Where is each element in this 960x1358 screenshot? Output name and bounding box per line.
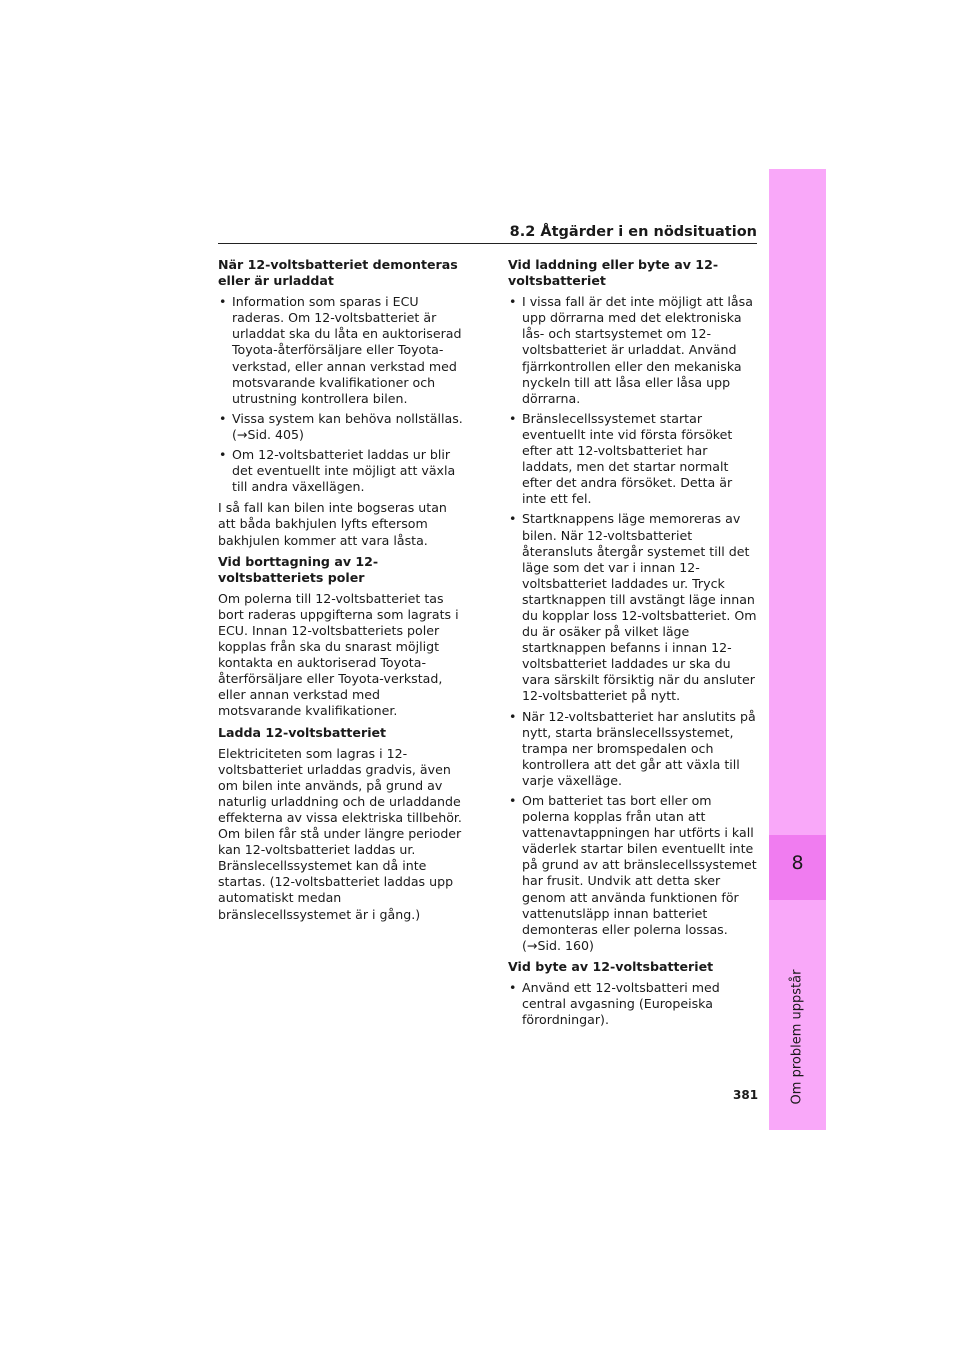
list-item: • När 12-voltsbatteriet har anslutits på nytt, starta bränslecellssystemet, trampa ner bromspedalen och kontrollera att det går att växla till varje växelläge. bbox=[508, 709, 758, 789]
list-item: • Om batteriet tas bort eller om polerna kopplas från utan att vattenavtappningen har utförts i kall väderlek startar bilen eventuellt inte på grund av att bränslecellssystemet har frusit. Undvik att detta sker genom att använda funktionen för vattenutsläpp innan batteriet demonteras eller polerna lossas. (→Sid. 160) bbox=[508, 793, 758, 954]
chapter-number: 8 bbox=[791, 852, 804, 874]
heading-battery-removed: När 12-voltsbatteriet demonteras eller är urladdat bbox=[218, 257, 458, 289]
heading-terminal-removal: Vid borttagning av 12-voltsbatteriets poler bbox=[218, 553, 379, 585]
right-column bbox=[508, 257, 758, 1033]
paragraph: Om polerna till 12-voltsbatteriet tas bort raderas uppgifterna som lagrats i ECU. Innan 12-voltsbatteriets poler kopplas från ska du snarast möjligt kontakta en auktoriserad Toyota-återförsäljare eller Toyota-verkstad, eller annan verkstad med motsvarande kvalifikationer. bbox=[218, 590, 459, 719]
section-title: 8.2 Åtgärder i en nödsituation bbox=[509, 224, 757, 240]
bullet-list bbox=[508, 294, 758, 954]
heading-charge-battery: Ladda 12-voltsbatteriet bbox=[218, 724, 387, 740]
heading-charging-or-replacing: Vid laddning eller byte av 12-voltsbatteriet bbox=[508, 257, 719, 289]
heading-replacing-battery: Vid byte av 12-voltsbatteriet bbox=[508, 958, 714, 974]
list-item: • Information som sparas i ECU raderas. Om 12-voltsbatteriet är urladdat ska du låta en auktoriserad Toyota-återförsäljare eller Toyota-verkstad, eller annan verkstad med motsvarande kvalifikationer och utrustning kontrollera bilen. bbox=[218, 294, 466, 407]
list-item: • Vissa system kan behöva nollställas. (→Sid. 405) bbox=[218, 411, 466, 443]
list-item: • Startknappens läge memoreras av bilen. När 12-voltsbatteriet återansluts återgår systemet till det läge som det var i innan 12-voltsbatteriet laddades ur. Tryck startknappen till avstängt läge innan du kopplar loss 12-voltsbatteriet. Om du är osäker på vilket läge startknappen befanns i innan 12-voltsbatteriet laddades ur ska du vara särskilt försiktig när du ansluter 12-voltsbatteriet på nytt. bbox=[508, 511, 758, 704]
list-item: • Bränslecellssystemet startar eventuellt inte vid första försöket efter att 12-voltsbatteriet har laddats, men det startar normalt efter det andra försöket. Detta är inte ett fel. bbox=[508, 411, 758, 508]
header-divider bbox=[218, 243, 757, 244]
page-number: 381 bbox=[733, 1088, 759, 1102]
bullet-list bbox=[218, 294, 466, 495]
chapter-label: Om problem uppstår bbox=[789, 969, 805, 1105]
list-item: • Använd ett 12-voltsbatteri med central avgasning (Europeiska förordningar). bbox=[508, 980, 758, 1028]
paragraph: I så fall kan bilen inte bogseras utan att båda bakhjulen lyfts eftersom bakhjulen kommer att vara låsta. bbox=[218, 500, 447, 548]
left-column bbox=[218, 257, 466, 928]
list-item: • Om 12-voltsbatteriet laddas ur blir det eventuellt inte möjligt att växla till andra växellägen. bbox=[218, 447, 466, 495]
list-item: • I vissa fall är det inte möjligt att låsa upp dörrarna med det elektroniska lås- och startsystemet om 12-voltsbatteriet är urladdat. Använd fjärrkontrollen eller den mekaniska nyckeln till att låsa eller låsa upp dörrarna. bbox=[508, 294, 758, 407]
bullet-list bbox=[508, 980, 758, 1028]
paragraph: Elektriciteten som lagras i 12-voltsbatteriet urladdas gradvis, även om bilen inte används, på grund av naturlig urladdning och de urladdande effekterna av vissa elektriska tillbehör. Om bilen får stå under längre perioder kan 12-voltsbatteriet laddas ur. Bränslecellssystemet kan då inte startas. (12-voltsbatteriet laddas upp automatiskt medan bränslecellssystemet är i gång.) bbox=[218, 745, 462, 922]
